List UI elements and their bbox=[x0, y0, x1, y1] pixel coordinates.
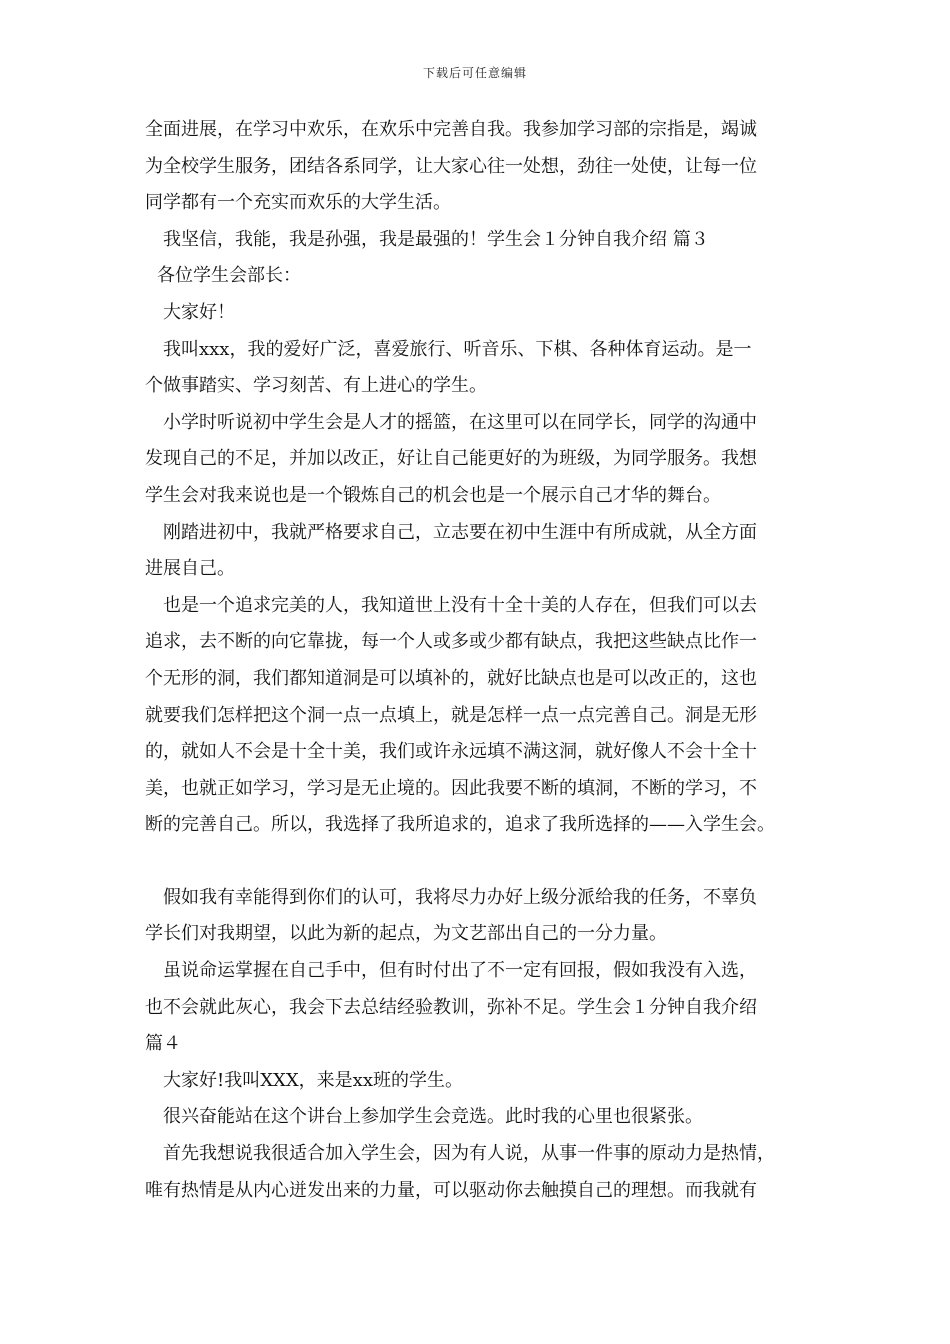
paragraph-gap bbox=[145, 844, 815, 880]
text-line: 大家好!我叫XXX，来是xx班的学生。 bbox=[163, 1069, 463, 1091]
text-line: 很兴奋能站在这个讲台上参加学生会竞选。此时我的心里也很紧张。 bbox=[163, 1106, 703, 1128]
text-line: 个做事踏实、学习刻苦、有上进心的学生。 bbox=[145, 375, 487, 397]
text-line: 的，就如人不会是十全十美，我们或许永远填不满这洞，就好像人不会十全十 bbox=[145, 741, 757, 763]
document-body bbox=[145, 112, 815, 1209]
text-line: 学生会对我来说也是一个锻炼自己的机会也是一个展示自己才华的舞台。 bbox=[145, 484, 721, 506]
text-line: 虽说命运掌握在自己手中，但有时付出了不一定有回报，假如我没有入选， bbox=[163, 960, 757, 982]
text-line: 就要我们怎样把这个洞一点一点填上，就是怎样一点一点完善自己。洞是无形 bbox=[145, 704, 757, 726]
text-line: 同学都有一个充实而欢乐的大学生活。 bbox=[145, 192, 451, 214]
text-line: 大家好！ bbox=[163, 301, 235, 323]
text-line: 发现自己的不足，并加以改正，好让自己能更好的为班级，为同学服务。我想 bbox=[145, 448, 757, 470]
text-line: 假如我有幸能得到你们的认可，我将尽力办好上级分派给我的任务，不辜负 bbox=[163, 886, 757, 908]
text-line: 追求，去不断的向它靠拢，每一个人或多或少都有缺点，我把这些缺点比作一 bbox=[145, 631, 757, 653]
text-line: 进展自己。 bbox=[145, 558, 235, 580]
text-line: 为全校学生服务，团结各系同学，让大家心往一处想，劲往一处使，让每一位 bbox=[145, 155, 757, 177]
text-line: 各位学生会部长： bbox=[157, 265, 301, 287]
text-line: 首先我想说我很适合加入学生会，因为有人说，从事一件事的原动力是热情， bbox=[163, 1143, 775, 1165]
text-line: 也不会就此灰心，我会下去总结经验教训，弥补不足。学生会１分钟自我介绍 bbox=[145, 996, 757, 1018]
text-line: 也是一个追求完美的人，我知道世上没有十全十美的人存在，但我们可以去 bbox=[163, 594, 757, 616]
text-line: 我坚信，我能，我是孙强，我是最强的！学生会１分钟自我介绍 篇３ bbox=[163, 228, 709, 250]
text-line: 唯有热情是从内心迸发出来的力量，可以驱动你去触摸自己的理想。而我就有 bbox=[145, 1179, 757, 1201]
text-line: 小学时听说初中学生会是人才的摇篮，在这里可以在同学长，同学的沟通中 bbox=[163, 411, 757, 433]
text-line: 篇４ bbox=[145, 1033, 181, 1055]
text-line: 美，也就正如学习，学习是无止境的。因此我要不断的填洞，不断的学习，不 bbox=[145, 777, 757, 799]
text-line: 全面进展，在学习中欢乐，在欢乐中完善自我。我参加学习部的宗指是，竭诚 bbox=[145, 119, 757, 140]
text-line: 断的完善自己。所以，我选择了我所追求的，追求了我所选择的——入学生会。 bbox=[145, 814, 775, 836]
text-line: 刚踏进初中，我就严格要求自己，立志要在初中生涯中有所成就，从全方面 bbox=[163, 521, 757, 543]
page-header: 下载后可任意编辑 bbox=[422, 66, 527, 80]
text-line: 学长们对我期望，以此为新的起点，为文艺部出自己的一分力量。 bbox=[145, 923, 667, 945]
text-line: 我叫xxx，我的爱好广泛，喜爱旅行、听音乐、下棋、各种体育运动。是一 bbox=[163, 338, 752, 360]
text-line: 个无形的洞，我们都知道洞是可以填补的，就好比缺点也是可以改正的，这也 bbox=[145, 667, 757, 689]
